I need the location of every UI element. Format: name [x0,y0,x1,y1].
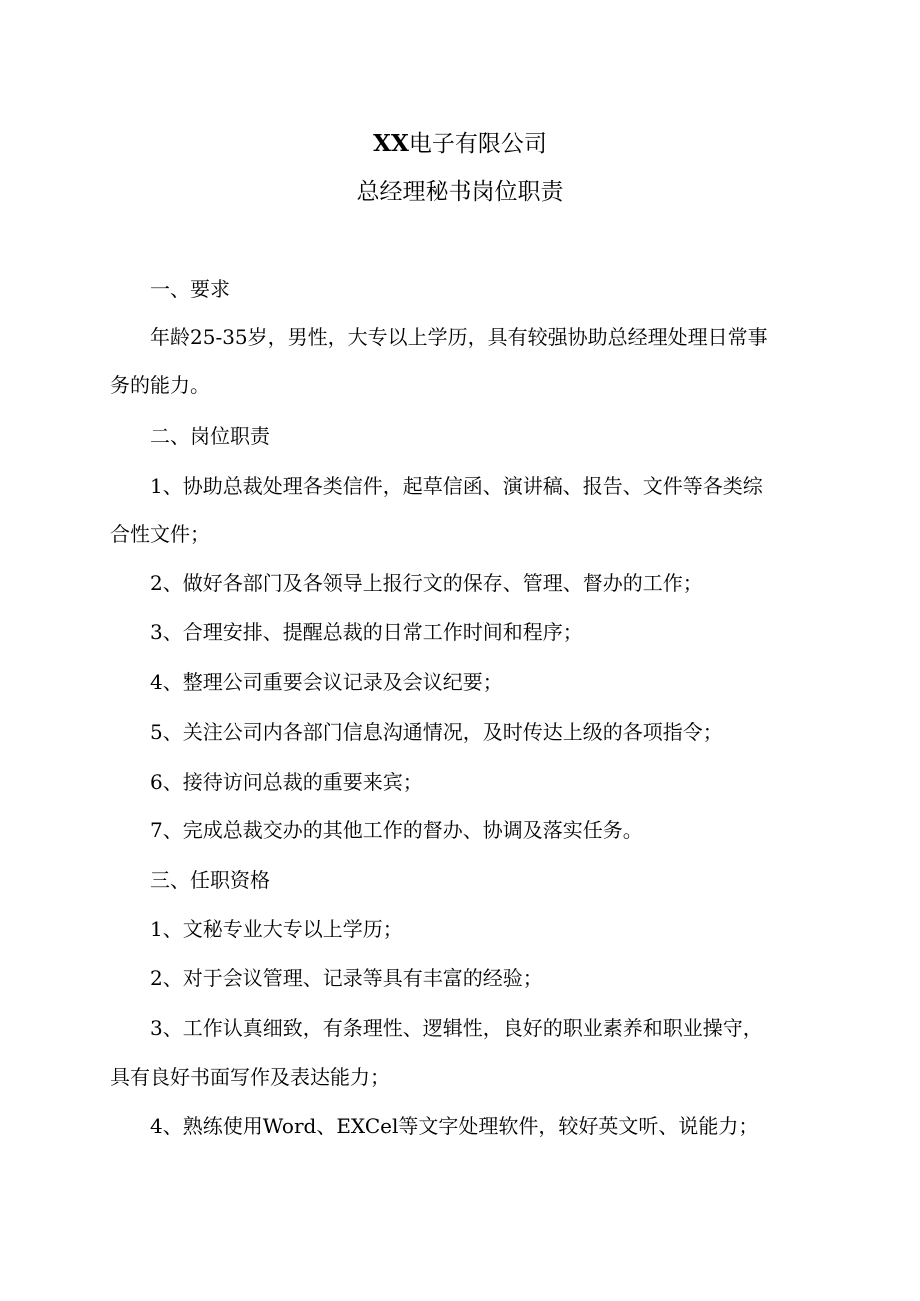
duty-item-4: 4、整理公司重要会议记录及会议纪要； [150,670,503,694]
section-heading-qualifications: 三、任职资格 [150,868,270,892]
section-heading-requirements: 一、要求 [150,277,230,301]
duty-item-1-line-1: 1、协助总裁处理各类信件，起草信函、演讲稿、报告、文件等各类综 [150,474,763,498]
qualification-item-3-line-2: 具有良好书面写作及表达能力； [110,1065,390,1089]
qualification-item-2: 2、对于会议管理、记录等具有丰富的经验； [150,966,543,990]
duty-item-7: 7、完成总裁交办的其他工作的督办、协调及落实任务。 [150,818,643,842]
qualification-item-3-line-1: 3、工作认真细致，有条理性、逻辑性，良好的职业素养和职业操守， [150,1016,763,1040]
company-prefix: XX [373,130,409,157]
duty-item-6: 6、接待访问总裁的重要来宾； [150,770,423,794]
requirements-text-line-2: 务的能力。 [110,373,210,397]
duty-item-3: 3、合理安排、提醒总裁的日常工作时间和程序； [150,620,583,644]
company-name-rest: 电子有限公司 [408,131,547,157]
company-name [0,128,920,160]
qualification-item-1: 1、文秘专业大专以上学历； [150,917,403,941]
section-heading-duties: 二、岗位职责 [150,424,270,448]
duty-item-1-line-2: 合性文件； [110,522,210,546]
duty-item-2: 2、做好各部门及各领导上报行文的保存、管理、督办的工作； [150,571,703,595]
document-title: 总经理秘书岗位职责 [356,179,564,205]
requirements-text-line-1: 年龄25-35岁，男性，大专以上学历，具有较强协助总经理处理日常事 [150,325,768,349]
duty-item-5: 5、关注公司内各部门信息沟通情况，及时传达上级的各项指令； [150,720,723,744]
qualification-item-4: 4、熟练使用Word、EXCel等文字处理软件，较好英文听、说能力； [150,1114,759,1138]
